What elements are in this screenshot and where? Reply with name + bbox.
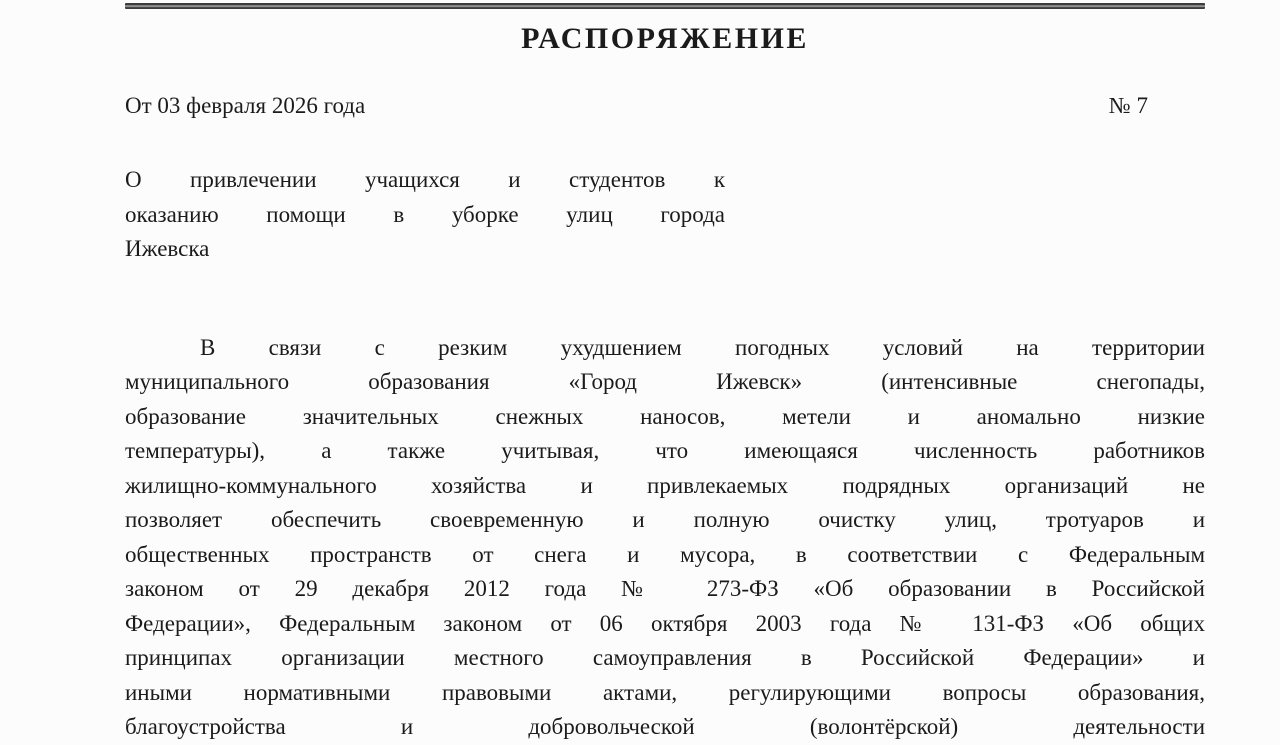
text-line: иными нормативными правовыми актами, регулирующими вопросы образования,	[125, 679, 1205, 705]
text-line: образование значительных снежных наносов, метели и аномально низкие	[125, 403, 1205, 429]
document-date: От 03 февраля 2026 года	[125, 93, 366, 118]
document-number: № 7	[1108, 93, 1148, 118]
text-line: Ижевска	[125, 236, 210, 261]
text-line: общественных пространств от снега и мусора, в соответствии с Федеральным	[125, 541, 1205, 567]
text-line: принципах организации местного самоуправления в Российской Федерации» и	[125, 645, 1205, 670]
text-line: позволяет обеспечить своевременную и полную очистку улиц, тротуаров и	[125, 507, 1205, 532]
document-body	[125, 331, 1205, 745]
text-line: оказанию помощи в уборке улиц города	[125, 201, 725, 227]
date-number-row	[125, 92, 1205, 120]
text-line: В связи с резким ухудшением погодных условий на территории	[200, 334, 1205, 360]
text-line: законом от 29 декабря 2012 года № 273-ФЗ «Об образовании в Российской	[125, 576, 1205, 601]
text-line: благоустройства и добровольческой (волонтёрской) деятельности	[125, 714, 1205, 739]
text-line: Федерации», Федеральным законом от 06 октября 2003 года № 131-ФЗ «Об общих	[125, 610, 1205, 636]
text-line: температуры), а также учитывая, что имеющаяся численность работников	[125, 438, 1205, 463]
document-subject	[125, 163, 725, 267]
text-line: муниципального образования «Город Ижевск» (интенсивные снегопады,	[125, 369, 1205, 394]
top-rule	[125, 3, 1205, 9]
text-line: О привлечении учащихся и студентов к	[125, 167, 725, 192]
text-line: жилищно-коммунального хозяйства и привлекаемых подрядных организаций не	[125, 472, 1205, 498]
document-page	[0, 3, 1280, 739]
document-title: РАСПОРЯЖЕНИЕ	[521, 22, 809, 55]
